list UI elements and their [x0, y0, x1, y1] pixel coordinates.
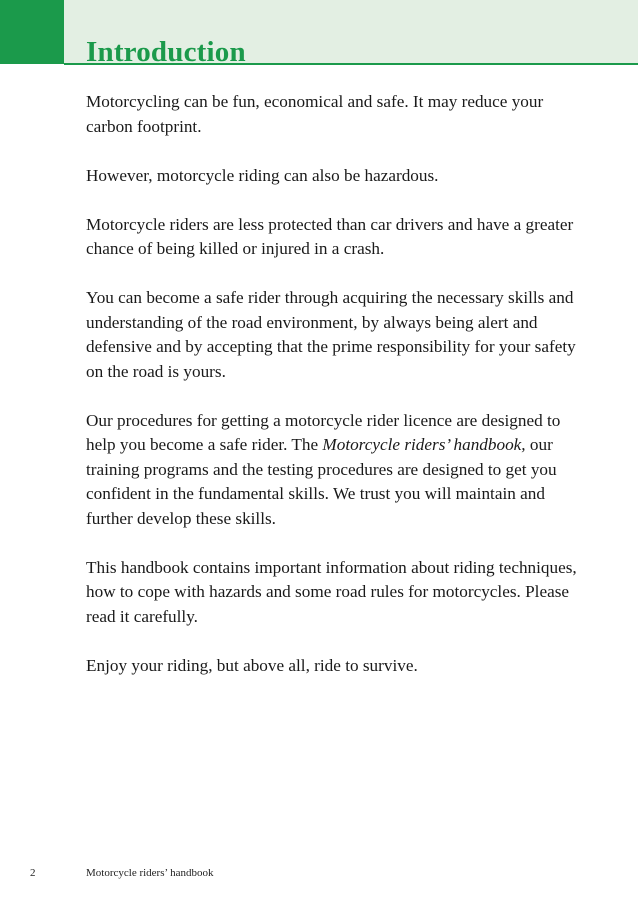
paragraph-safe-rider: You can become a safe rider through acquiring the necessary skills and understanding of the road environment, by always being alert and defensive and by accepting that the prime responsibility for your safety on the road is yours.: [86, 288, 576, 381]
page-title: Introduction: [86, 36, 246, 68]
page-number: 2: [30, 867, 36, 879]
paragraph-handbook-contents: This handbook contains important information about riding techniques, how to cope with hazards and some road rules for motorcycles. Please read it carefully.: [86, 557, 577, 626]
procedures-text-end: our training programs and the testing procedures are designed to get you confident in the fundamental skills. We trust you will maintain and further develop these skills.: [86, 435, 557, 528]
body-text: [86, 90, 586, 703]
paragraph-less-protected: Motorcycle riders are less protected than car drivers and have a greater chance of being killed or injured in a crash.: [86, 214, 574, 258]
handbook-title-italic: Motorcycle riders’ handbook,: [322, 435, 526, 454]
procedures-text-start: Our procedures for getting a motorcycle rider licence are designed to help you become a safe rider. The: [86, 410, 561, 454]
paragraph-procedures: [86, 409, 586, 532]
paragraph-enjoy-riding: Enjoy your riding, but above all, ride to survive.: [86, 655, 418, 675]
green-corner-tab: [0, 0, 64, 64]
footer-book-title: Motorcycle riders’ handbook: [86, 867, 214, 879]
paragraph-fun-economical: Motorcycling can be fun, economical and safe. It may reduce your carbon footprint.: [86, 92, 544, 136]
paragraph-hazardous: However, motorcycle riding can also be hazardous.: [86, 165, 439, 185]
